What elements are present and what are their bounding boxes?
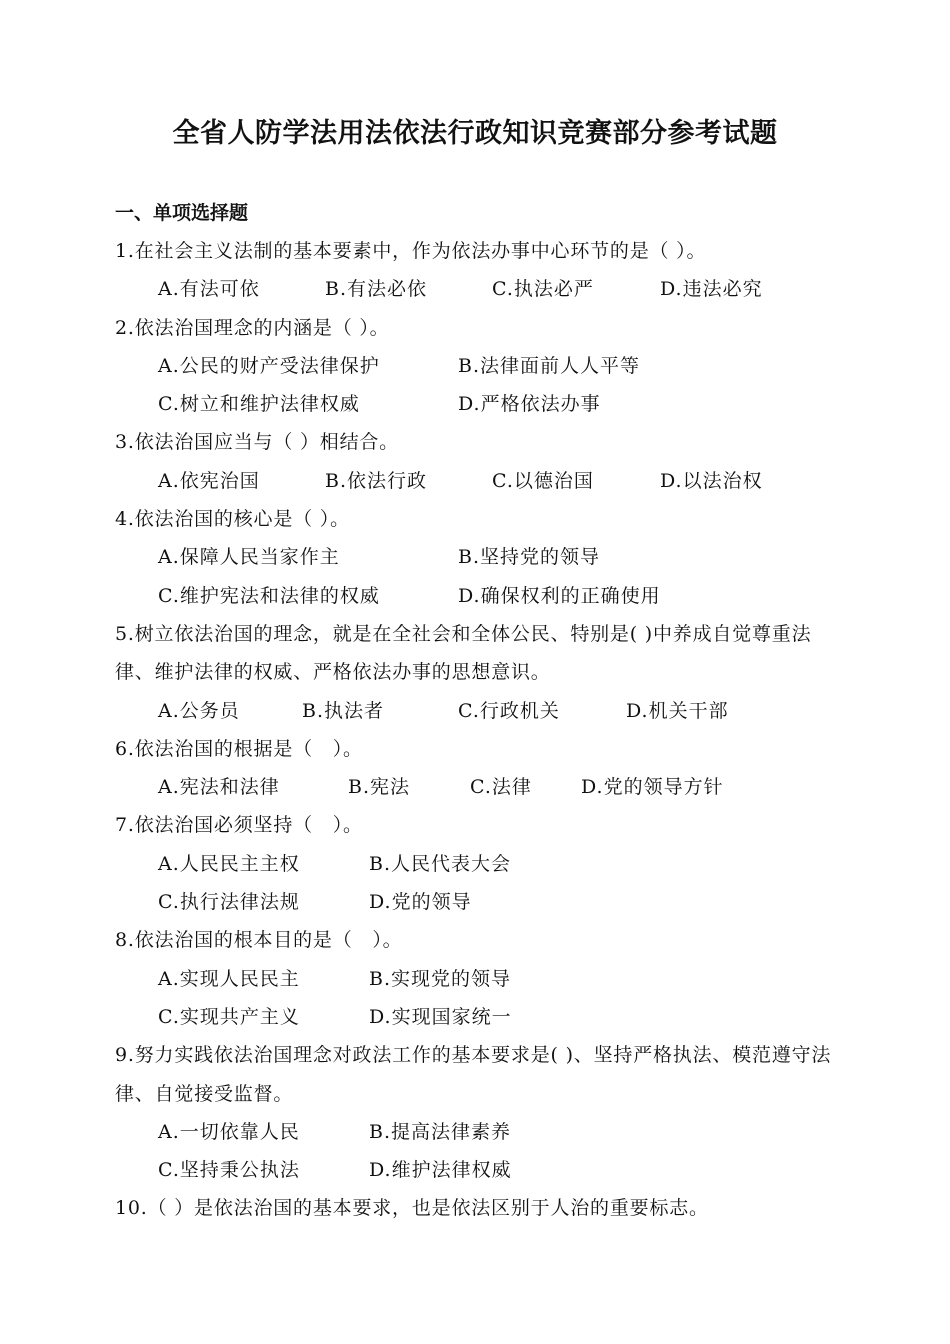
answer-option: D.实现国家统一 (369, 1005, 512, 1028)
question-text: 1.在社会主义法制的基本要素中，作为依法办事中心环节的是（ ）。 (115, 240, 707, 262)
answer-option: B.人民代表大会 (369, 852, 512, 875)
option-row (115, 998, 840, 1036)
answer-option: B.提高法律素养 (369, 1120, 512, 1143)
question-list (115, 232, 840, 1228)
option-row (115, 845, 840, 883)
answer-option: A.宪法和法律 (158, 776, 280, 799)
option-row (115, 538, 840, 576)
document-body (115, 194, 840, 1228)
answer-option: D.违法必究 (660, 278, 763, 301)
answer-option: B.有法必依 (325, 278, 428, 301)
answer-option: B.法律面前人人平等 (458, 354, 641, 377)
answer-option: D.严格依法办事 (458, 393, 601, 416)
question-text: 6.依法治国的根据是（ ）。 (115, 737, 363, 760)
question-text: 7.依法治国必须坚持（ ）。 (115, 814, 363, 837)
answer-option: D.党的领导方针 (581, 776, 724, 799)
document-title: 全省人防学法用法依法行政知识竞赛部分参考试题 (172, 118, 778, 149)
option-row (115, 1151, 840, 1189)
answer-option: D.确保权利的正确使用 (458, 584, 661, 607)
answer-option: C.以德治国 (492, 469, 594, 492)
answer-option: A.实现人民民主 (158, 967, 300, 990)
answer-option: D.维护法律权威 (369, 1159, 512, 1182)
answer-option: C.法律 (470, 776, 532, 799)
option-row (115, 462, 840, 500)
question-text: 3.依法治国应当与（ ）相结合。 (115, 431, 399, 454)
question-text: 9.努力实践依法治国理念对政法工作的基本要求是( )、坚持严格执法、模范遵守法律、自觉接受监督。 (115, 1044, 832, 1105)
answer-option: C.执法必严 (492, 278, 594, 301)
answer-option: D.以法治权 (660, 469, 763, 492)
question-text: 5.树立依法治国的理念，就是在全社会和全体公民、特别是( )中养成自觉尊重法律、维护法律的权威、严格依法办事的思想意识。 (115, 622, 812, 684)
answer-option: B.执法者 (302, 699, 385, 722)
question-text: 4.依法治国的核心是（ ）。 (115, 508, 350, 531)
answer-option: A.公务员 (158, 699, 240, 722)
answer-option: C.执行法律法规 (158, 891, 300, 914)
answer-option: C.实现共产主义 (158, 1005, 300, 1028)
option-row (115, 385, 840, 423)
option-row (115, 347, 840, 385)
answer-option: C.维护宪法和法律的权威 (158, 584, 380, 607)
option-row (115, 577, 840, 615)
answer-option: A.保障人民当家作主 (158, 546, 340, 569)
option-row (115, 270, 840, 308)
answer-option: A.人民民主主权 (158, 852, 300, 875)
question-text: 2.依法治国理念的内涵是（ ）。 (115, 316, 390, 339)
answer-option: D.党的领导 (369, 891, 472, 914)
answer-option: C.坚持秉公执法 (158, 1159, 300, 1182)
answer-option: C.行政机关 (458, 699, 560, 722)
answer-option: B.坚持党的领导 (458, 546, 601, 569)
answer-option: C.树立和维护法律权威 (158, 393, 360, 416)
question-text: 8.依法治国的根本目的是（ ）。 (115, 929, 403, 952)
option-row (115, 692, 840, 730)
answer-option: A.依宪治国 (158, 469, 260, 492)
answer-option: A.有法可依 (158, 278, 260, 301)
answer-option: B.实现党的领导 (369, 967, 512, 990)
answer-option: A.公民的财产受法律保护 (158, 354, 380, 377)
answer-option: A.一切依靠人民 (158, 1120, 300, 1143)
question-text: 10.（ ）是依法治国的基本要求，也是依法区别于人治的重要标志。 (115, 1197, 709, 1220)
option-row (115, 1113, 840, 1151)
option-row (115, 883, 840, 921)
answer-option: D.机关干部 (626, 699, 729, 722)
section-heading: 一、单项选择题 (115, 202, 249, 224)
answer-option: B.宪法 (348, 776, 411, 799)
option-row (115, 768, 840, 806)
answer-option: B.依法行政 (325, 469, 428, 492)
option-row (115, 960, 840, 998)
